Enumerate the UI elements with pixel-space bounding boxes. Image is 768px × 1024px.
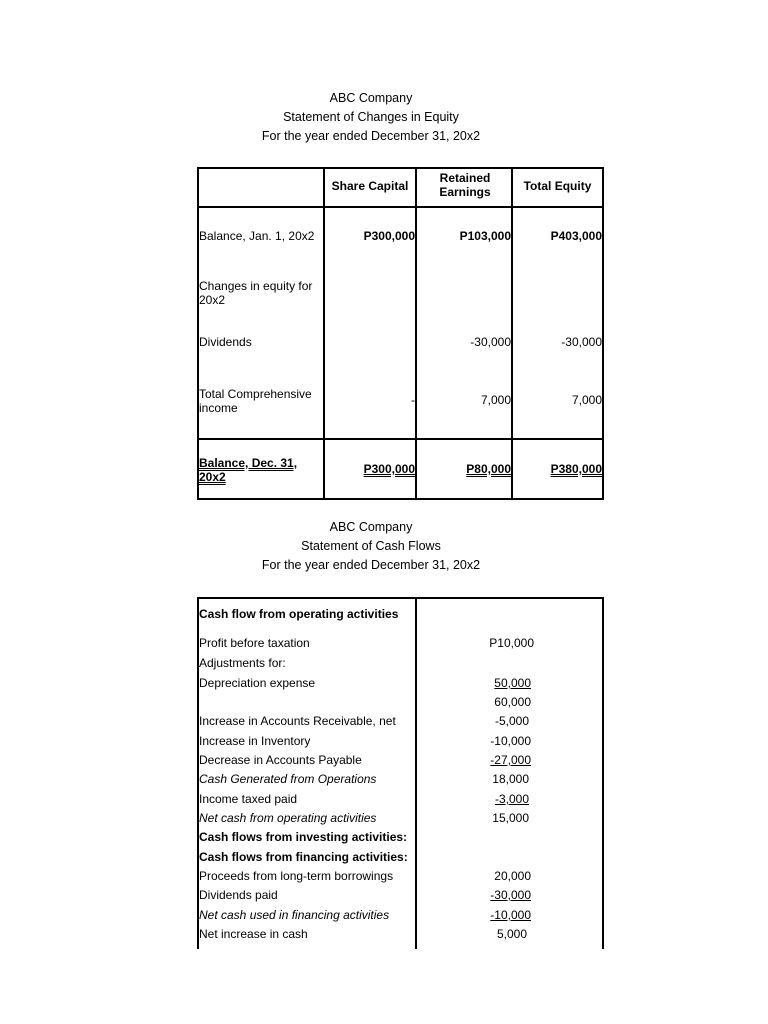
table-row: [197, 712, 604, 731]
row-amount: 50,000: [494, 676, 531, 690]
row-amount: -5,000: [494, 714, 529, 728]
row-amount: -30,000: [490, 888, 531, 902]
row-label: Dividends paid: [199, 888, 278, 902]
row-label: Increase in Inventory: [199, 734, 311, 748]
row-label: Cash flow from operating activities: [199, 607, 399, 621]
table-row: [197, 828, 604, 847]
row-amount: 20,000: [494, 869, 531, 883]
row-label: Adjustments for:: [199, 656, 286, 670]
row-label: Depreciation expense: [199, 676, 316, 690]
row-amount: 18,000: [492, 772, 529, 786]
row-amount: -27,000: [490, 753, 531, 767]
statement-name: Statement of Cash Flows: [301, 539, 441, 553]
row-amount: 60,000: [494, 695, 531, 709]
equity-title: [0, 89, 742, 146]
table-row: [197, 751, 604, 770]
row-amount: 5,000: [496, 927, 527, 941]
header-share-capital: Share Capital: [331, 179, 409, 193]
row-label: Total Comprehensive income: [199, 387, 312, 415]
statement-name: Statement of Changes in Equity: [283, 110, 459, 124]
row-label: Net cash from operating activities: [199, 811, 377, 825]
row-label: Balance, Jan. 1, 20x2: [199, 229, 315, 243]
table-row: [197, 867, 604, 886]
row-label: Proceeds from long-term borrowings: [199, 869, 394, 883]
cell-value: -30,000: [470, 335, 511, 349]
cell-value: P300,000: [363, 462, 415, 476]
row-amount: P10,000: [489, 636, 534, 650]
cell-value: P300,000: [363, 229, 415, 243]
header-retained-earnings: Retained Earnings: [439, 171, 491, 199]
cashflow-table: [197, 597, 604, 949]
row-label: Decrease in Accounts Payable: [199, 753, 362, 767]
table-row: [197, 654, 604, 673]
row-amount: -3,000: [494, 792, 529, 806]
table-row: [197, 732, 604, 751]
table-row: [197, 605, 604, 624]
table-row: [197, 674, 604, 693]
row-label: Net increase in cash: [199, 927, 308, 941]
row-label: Dividends: [199, 335, 252, 349]
row-amount: -10,000: [490, 908, 531, 922]
header-total-equity: Total Equity: [523, 179, 592, 193]
row-amount: 15,000: [492, 811, 529, 825]
cell-value: -: [411, 393, 415, 407]
row-label: Cash flows from investing activities:: [199, 830, 408, 844]
cell-value: P103,000: [459, 229, 511, 243]
cell-value: 7,000: [480, 393, 511, 407]
row-label: Income taxed paid: [199, 792, 298, 806]
cell-value: -30,000: [561, 335, 602, 349]
cell-value: P380,000: [550, 462, 602, 476]
company-name: ABC Company: [329, 520, 413, 534]
period: For the year ended December 31, 20x2: [261, 129, 481, 143]
table-row: [197, 848, 604, 867]
row-label: Changes in equity for 20x2: [199, 279, 313, 307]
cell-value: P80,000: [466, 462, 511, 476]
table-row: [197, 886, 604, 905]
company-name: ABC Company: [329, 91, 413, 105]
table-row: [197, 790, 604, 809]
cell-value: P403,000: [550, 229, 602, 243]
cashflow-title: [0, 518, 742, 575]
table-row: [197, 906, 604, 925]
table-row: [197, 693, 604, 712]
cell-value: 7,000: [571, 393, 602, 407]
row-label: Balance, Dec. 31, 20x2: [199, 456, 298, 484]
row-label: Cash Generated from Operations: [199, 772, 377, 786]
row-label: Net cash used in financing activities: [199, 908, 390, 922]
table-row: [197, 925, 604, 944]
table-row: [197, 634, 604, 653]
row-label: Cash flows from financing activities:: [199, 850, 408, 864]
row-label: Increase in Accounts Receivable, net: [199, 714, 396, 728]
period: For the year ended December 31, 20x2: [261, 558, 481, 572]
table-row: [197, 770, 604, 789]
equity-table: [197, 167, 604, 500]
row-label: Profit before taxation: [199, 636, 310, 650]
row-amount: -10,000: [490, 734, 531, 748]
table-row: [197, 809, 604, 828]
